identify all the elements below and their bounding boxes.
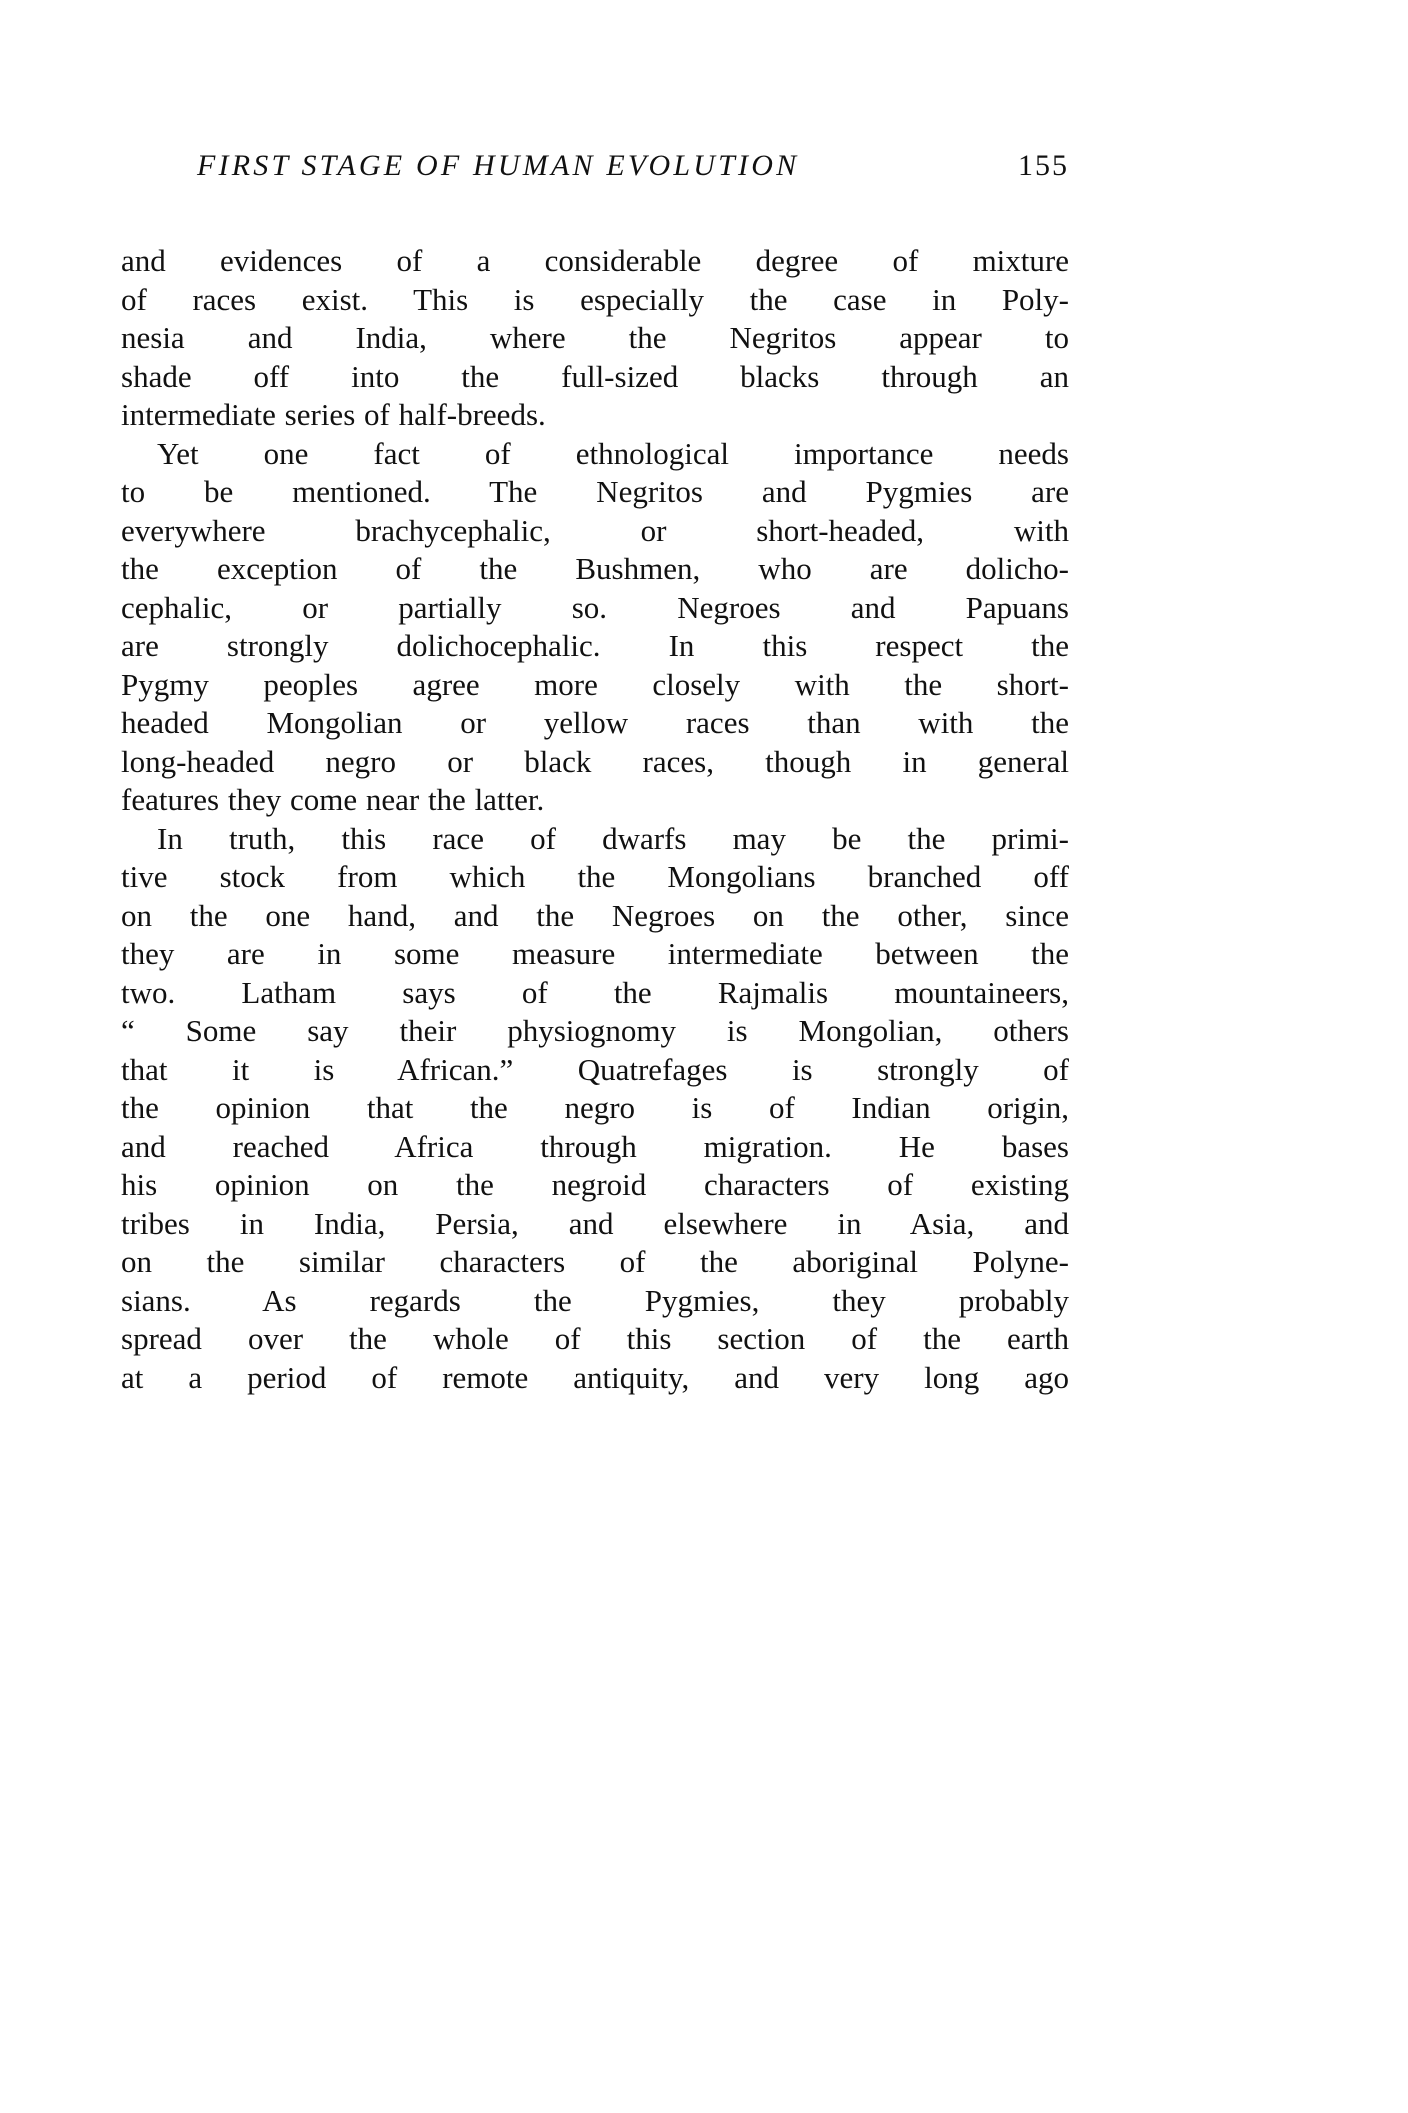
text-line: sians. As regards the Pygmies, they probably	[121, 1282, 1069, 1318]
text-line: and evidences of a considerable degree of mixture	[121, 243, 1069, 278]
text-line: long-headed negro or black races, though in general	[121, 743, 1069, 779]
text-line: his opinion on the negroid characters of existing	[121, 1167, 1069, 1202]
text-line: nesia and India, where the Negritos appear to	[121, 320, 1069, 355]
text-line: In truth, this race of dwarfs may be the primi-	[157, 820, 1069, 856]
text-line: tive stock from which the Mongolians branched off	[121, 859, 1069, 894]
text-line: features they come near the latter.	[121, 782, 545, 817]
text-line: Yet one fact of ethnological importance needs	[157, 435, 1069, 471]
page-number: 155	[1018, 149, 1069, 182]
text-line: spread over the whole of this section of the earth	[121, 1321, 1069, 1356]
text-line: everywhere brachycephalic, or short-headed, with	[121, 512, 1069, 548]
text-line: and reached Africa through migration. He bases	[121, 1128, 1069, 1164]
text-line: on the similar characters of the aboriginal Polyne-	[121, 1244, 1069, 1279]
text-line: headed Mongolian or yellow races than with the	[121, 705, 1069, 740]
text-line: shade off into the full-sized blacks through an	[121, 358, 1069, 394]
text-line: at a period of remote antiquity, and very long ago	[121, 1359, 1069, 1395]
text-line: on the one hand, and the Negroes on the other, since	[121, 897, 1069, 933]
text-line: are strongly dolichocephalic. In this respect the	[121, 628, 1069, 663]
text-line: of races exist. This is especially the case in Poly-	[121, 281, 1069, 317]
text-line: the exception of the Bushmen, who are dolicho-	[121, 551, 1069, 586]
text-line: Pygmy peoples agree more closely with the short-	[121, 666, 1069, 702]
body-text	[121, 242, 1069, 1397]
text-line: to be mentioned. The Negritos and Pygmies are	[121, 474, 1069, 509]
text-line: that it is African.” Quatrefages is strongly of	[121, 1051, 1069, 1087]
text-line: two. Latham says of the Rajmalis mountaineers,	[121, 974, 1069, 1010]
text-line: cephalic, or partially so. Negroes and Papuans	[121, 589, 1069, 625]
text-line: they are in some measure intermediate between the	[121, 936, 1069, 971]
running-title: FIRST STAGE OF HUMAN EVOLUTION	[197, 149, 800, 182]
text-line: tribes in India, Persia, and elsewhere in Asia, and	[121, 1205, 1069, 1241]
text-line: the opinion that the negro is of Indian origin,	[121, 1090, 1069, 1125]
running-head	[121, 146, 1069, 186]
text-line: intermediate series of half-breeds.	[121, 397, 546, 432]
text-line: “ Some say their physiognomy is Mongolian, others	[121, 1013, 1069, 1048]
